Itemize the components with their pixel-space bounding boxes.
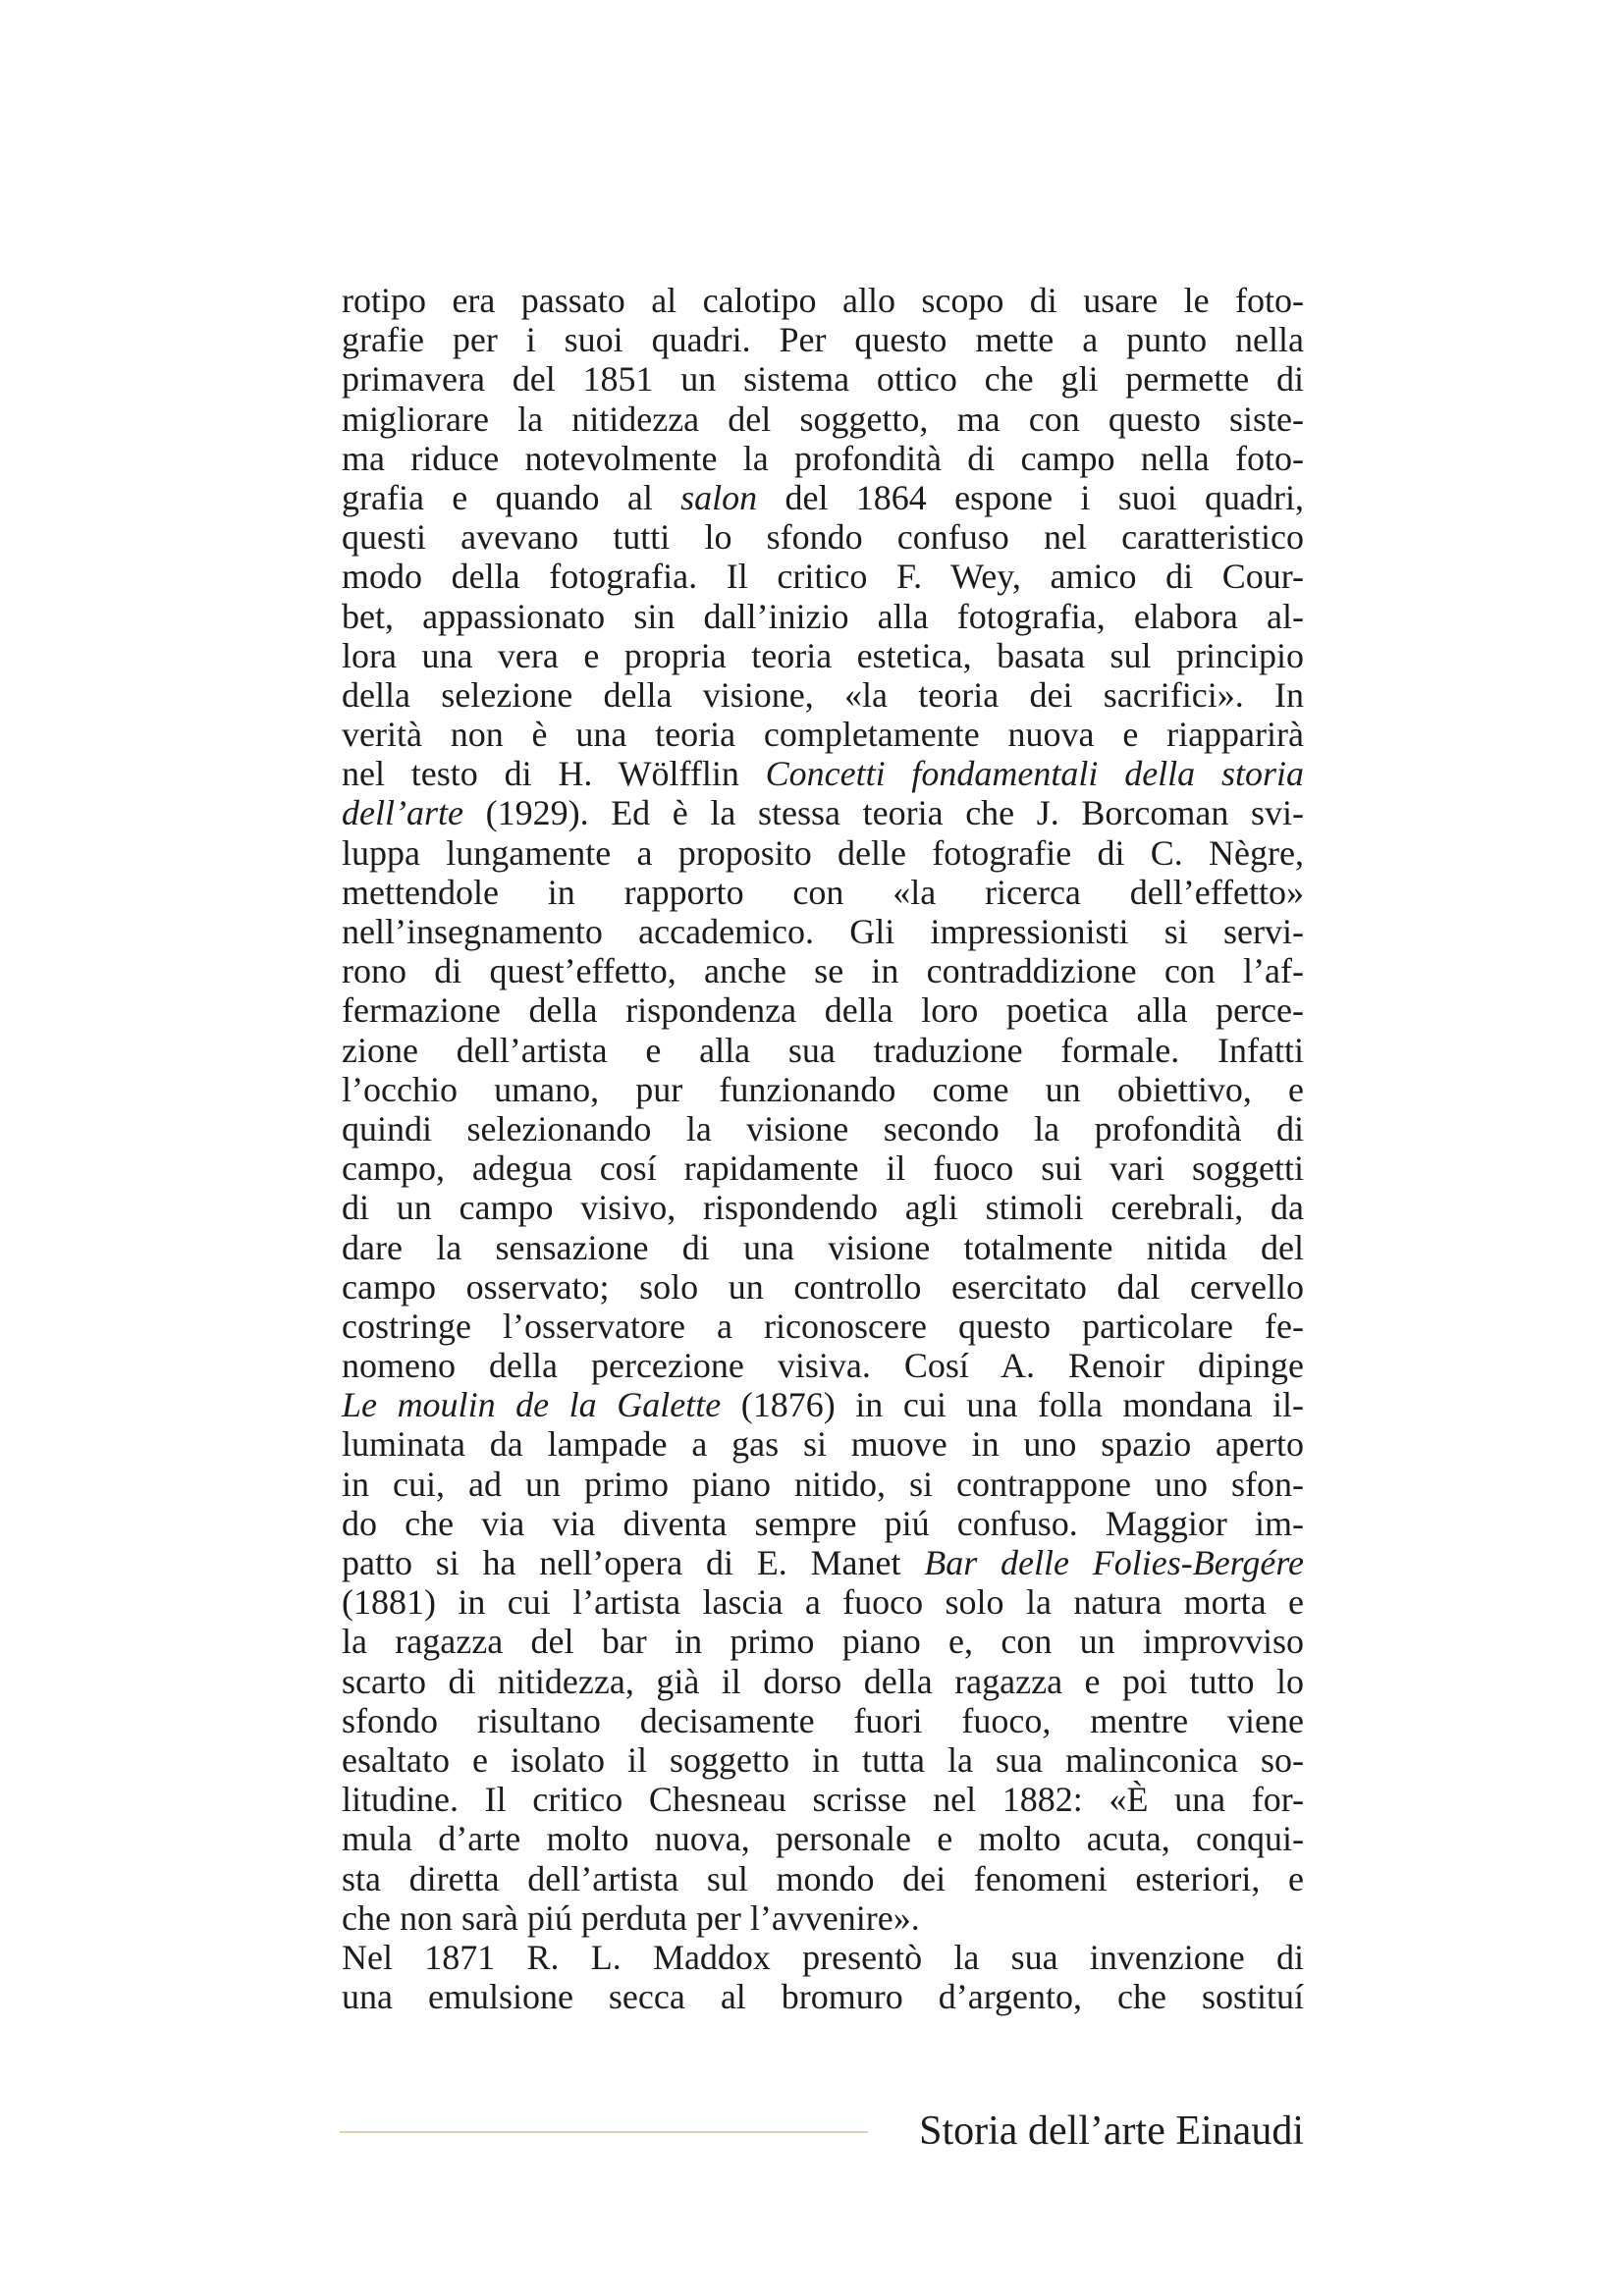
text-run: nel testo di H. Wölfflin (342, 754, 766, 794)
text-run: quindi selezionando la visione secondo la profondità di (342, 1108, 1304, 1148)
text-run: campo, adegua cosí rapidamente il fuoco sui vari soggetti (342, 1148, 1304, 1189)
text-run: che non sarà piú perduta per l’avvenire». (342, 1897, 920, 1938)
text-run: esaltato e isolato il soggetto in tutta la sua malinconica so- (342, 1739, 1304, 1780)
text-line (342, 1740, 1304, 1780)
text-run: luppa lungamente a proposito delle fotografie di C. Nègre, (342, 832, 1304, 873)
text-run: mula d’arte molto nuova, personale e molto acuta, conqui- (342, 1819, 1304, 1859)
text-line (342, 517, 1304, 557)
text-run: grafia e quando al (342, 477, 681, 517)
italic-title: Le moulin de la Galette (342, 1385, 722, 1425)
text-line (342, 1307, 1304, 1346)
text-line (342, 990, 1304, 1030)
footer-rule (340, 2131, 868, 2133)
text-run: zione dell’artista e alla sua traduzione formale. Infatti (342, 1030, 1304, 1070)
text-line (342, 1504, 1304, 1543)
text-run: sta diretta dell’artista sul mondo dei fenomeni esteriori, e (342, 1858, 1304, 1898)
text-line (342, 1543, 1304, 1582)
text-line (342, 636, 1304, 675)
italic-title: Concetti fondamentali della storia (765, 754, 1305, 794)
text-run: bet, appassionato sin dall’inizio alla fotografia, elabora al- (342, 596, 1304, 636)
text-run: primavera del 1851 un sistema ottico che gli permette di (342, 359, 1304, 400)
text-line (342, 400, 1304, 439)
text-line (342, 1859, 1304, 1898)
text-run: sfondo risultano decisamente fuori fuoco, mentre viene (342, 1700, 1304, 1740)
text-run: della selezione della visione, «la teoria dei sacrifici». In (342, 674, 1304, 715)
italic-title: Bar delle Folies-Bergére (924, 1543, 1304, 1582)
text-run: in cui, ad un primo piano nitido, si contrappone uno sfon- (342, 1464, 1304, 1504)
text-run: dare la sensazione di una visione totalmente nitida del (342, 1227, 1304, 1267)
text-run: do che via via diventa sempre piú confuso. Maggior im- (342, 1503, 1304, 1543)
text-line (342, 675, 1304, 715)
text-line (342, 1622, 1304, 1661)
text-line (342, 715, 1304, 754)
text-line (342, 1898, 1304, 1938)
text-line (342, 359, 1304, 399)
text-run: la ragazza del bar in primo piano e, con un improvviso (342, 1622, 1304, 1662)
text-line (342, 1819, 1304, 1858)
text-run: l’occhio umano, pur funzionando come un obiettivo, e (342, 1069, 1304, 1109)
body-text (342, 281, 1304, 2016)
text-run: migliorare la nitidezza del soggetto, ma con questo siste- (342, 399, 1304, 439)
text-line (342, 1662, 1304, 1701)
text-line (342, 1228, 1304, 1267)
text-line (342, 281, 1304, 320)
text-run: una emulsione secca al bromuro d’argento, che sostituí (342, 1977, 1304, 2017)
text-line (342, 1148, 1304, 1188)
text-run: litudine. Il critico Chesneau scrisse nel 1882: «È una for- (342, 1780, 1304, 1820)
text-run: del 1864 espone i suoi quadri, (757, 477, 1305, 517)
text-line (342, 833, 1304, 873)
text-run: modo della fotografia. Il critico F. Wey, amico di Cour- (342, 557, 1304, 597)
text-line (342, 951, 1304, 990)
text-run: Nel 1871 R. L. Maddox presentò la sua invenzione di (342, 1937, 1304, 1977)
text-run: patto si ha nell’opera di E. Manet (342, 1543, 925, 1582)
italic-title: salon (680, 477, 758, 517)
text-line (342, 873, 1304, 912)
text-line (342, 1582, 1304, 1622)
text-line (342, 793, 1304, 832)
text-line (342, 1780, 1304, 1819)
text-line (342, 1938, 1304, 1977)
text-line (342, 597, 1304, 636)
text-line (342, 1701, 1304, 1740)
text-line (342, 1424, 1304, 1464)
text-run: scarto di nitidezza, già il dorso della ragazza e poi tutto lo (342, 1661, 1304, 1701)
text-line (342, 1267, 1304, 1307)
text-run: (1876) in cui una folla mondana il- (721, 1385, 1304, 1425)
text-run: mettendole in rapporto con «la ricerca dell’effetto» (342, 872, 1304, 912)
text-line (342, 1188, 1304, 1227)
text-run: nell’insegnamento accademico. Gli impressionisti si servi- (342, 912, 1304, 951)
text-run: costringe l’osservatore a riconoscere questo particolare fe- (342, 1306, 1304, 1346)
text-run: questi avevano tutti lo sfondo confuso nel caratteristico (342, 517, 1304, 558)
text-line (342, 912, 1304, 951)
text-line (342, 439, 1304, 478)
text-line (342, 557, 1304, 596)
text-run: nomeno della percezione visiva. Cosí A. Renoir dipinge (342, 1346, 1304, 1386)
text-line (342, 1385, 1304, 1424)
text-run: di un campo visivo, rispondendo agli stimoli cerebrali, da (342, 1188, 1304, 1228)
text-run: ma riduce notevolmente la profondità di campo nella foto- (342, 438, 1304, 478)
text-line (342, 1465, 1304, 1504)
italic-title: dell’arte (342, 793, 463, 833)
text-line (342, 1070, 1304, 1109)
text-run: fermazione della rispondenza della loro poetica alla perce- (342, 990, 1304, 1031)
text-run: rono di quest’effetto, anche se in contraddizione con l’af- (342, 951, 1304, 991)
text-line (342, 478, 1304, 517)
text-line (342, 1346, 1304, 1385)
text-run: verità non è una teoria completamente nuova e riapparirà (342, 715, 1304, 755)
text-line (342, 1031, 1304, 1070)
text-run: luminata da lampade a gas si muove in uno spazio aperto (342, 1424, 1304, 1465)
text-line (342, 1109, 1304, 1148)
text-run: campo osservato; solo un controllo esercitato dal cervello (342, 1266, 1304, 1307)
text-line (342, 1977, 1304, 2016)
text-line (342, 320, 1304, 359)
text-run: rotipo era passato al calotipo allo scopo di usare le foto- (342, 281, 1304, 320)
text-line (342, 754, 1304, 793)
text-run: (1881) in cui l’artista lascia a fuoco solo la natura morta e (342, 1582, 1304, 1623)
text-run: grafie per i suoi quadri. Per questo mette a punto nella (342, 320, 1304, 360)
text-run: lora una vera e propria teoria estetica, basata sul principio (342, 635, 1304, 675)
text-run: (1929). Ed è la stessa teoria che J. Borcoman svi- (462, 793, 1304, 833)
footer-title: Storia dell’arte Einaudi (919, 2109, 1304, 2154)
